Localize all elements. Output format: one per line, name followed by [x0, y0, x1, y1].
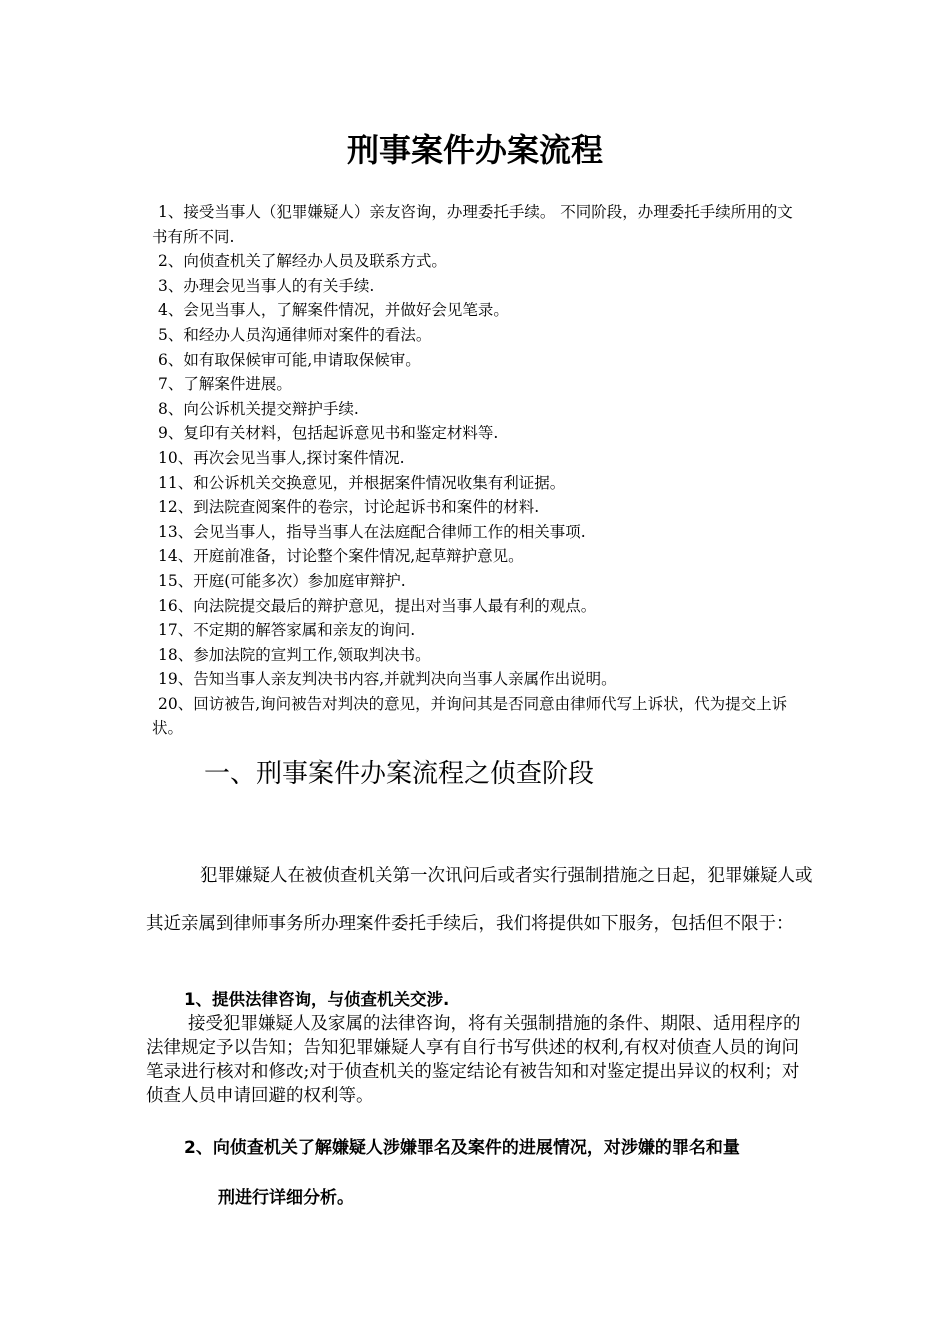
step-item: 17、不定期的解答家属和亲友的询问.: [158, 621, 416, 640]
section-heading-investigation: 一、刑事案件办案流程之侦查阶段: [204, 759, 595, 789]
subsection-heading-legal-consultation: 1、提供法律咨询，与侦查机关交涉.: [184, 990, 450, 1009]
step-item: 7、了解案件进展。: [158, 375, 292, 394]
step-item: 16、向法院提交最后的辩护意见，提出对当事人最有利的观点。: [158, 596, 597, 615]
step-item: 19、告知当事人亲友判决书内容,并就判决向当事人亲属作出说明。: [158, 670, 617, 689]
section-intro-paragraph: 犯罪嫌疑人在被侦查机关第一次讯问后或者实行强制措施之日起，犯罪嫌疑人或其近亲属到律师事务所办理案件委托手续后，我们将提供如下服务，包括但不限于：: [146, 866, 813, 934]
document-title: 刑事案件办案流程: [346, 131, 603, 169]
step-item: 1、接受当事人（犯罪嫌疑人）亲友咨询，办理委托手续。 不同阶段，办理委托手续所用的文书有所不同.: [152, 203, 793, 246]
step-item: 18、参加法院的宣判工作,领取判决书。: [158, 645, 431, 664]
step-item: 8、向公诉机关提交辩护手续.: [158, 399, 359, 418]
step-item: 9、复印有关材料，包括起诉意见书和鉴定材料等.: [158, 424, 499, 443]
step-item: 11、和公诉机关交换意见，并根据案件情况收集有利证据。: [158, 473, 566, 492]
step-item: 14、开庭前准备，讨论整个案件情况,起草辩护意见。: [158, 547, 524, 566]
step-item: 10、再次会见当事人,探讨案件情况.: [158, 448, 405, 467]
step-item: 6、如有取保候审可能,申请取保候审。: [158, 350, 421, 369]
step-item: 5、和经办人员沟通律师对案件的看法。: [158, 325, 432, 344]
procedure-steps-list: [152, 200, 802, 741]
subsection-heading-case-progress-continued: 刑进行详细分析。: [218, 1188, 354, 1208]
step-item: 4、会见当事人，了解案件情况，并做好会见笔录。: [158, 301, 509, 320]
step-item: 13、会见当事人，指导当事人在法庭配合律师工作的相关事项.: [158, 522, 586, 541]
subsection-body-legal-consultation: 接受犯罪嫌疑人及家属的法律咨询，将有关强制措施的条件、期限、适用程序的法律规定予以告知；告知犯罪嫌疑人享有自行书写供述的权利,有权对侦查人员的询问笔录进行核对和修改;对于侦查机关的鉴定结论有被告知和对鉴定提出异议的权利；对侦查人员申请回避的权利等。: [146, 1014, 801, 1106]
step-item: 12、到法院查阅案件的卷宗，讨论起诉书和案件的材料.: [158, 498, 540, 517]
step-item: 3、办理会见当事人的有关手续.: [158, 276, 375, 295]
subsection-heading-case-progress: 2、向侦查机关了解嫌疑人涉嫌罪名及案件的进展情况，对涉嫌的罪名和量: [184, 1138, 740, 1158]
step-item: 2、向侦查机关了解经办人员及联系方式。: [158, 252, 447, 271]
step-item: 20、回访被告,询问被告对判决的意见，并询问其是否同意由律师代写上诉状，代为提交上诉状。: [152, 694, 788, 738]
step-item: 15、开庭(可能多次）参加庭审辩护.: [158, 571, 406, 590]
